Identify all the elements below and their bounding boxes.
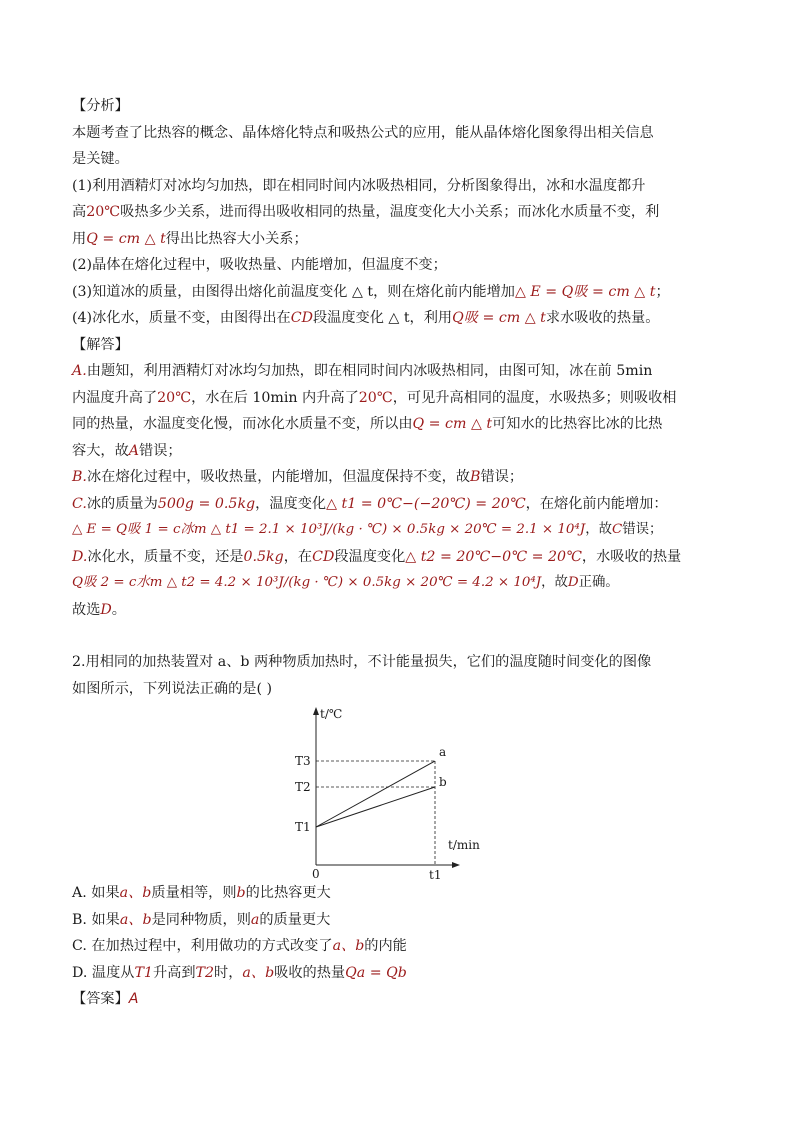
math-temp: 20℃ (86, 204, 121, 220)
math-formula: △ t1 = 0℃−(−20℃) = 20℃ (326, 495, 526, 512)
series-b-label: b (439, 775, 447, 789)
analysis-line: 本题考查了比热容的概念、晶体熔化特点和吸热公式的应用，能从晶体熔化图象得出相关信息 (72, 124, 654, 141)
time-t1-label: t1 (429, 868, 442, 882)
math-formula: Q吸 2 = c水m △ t2 = 4.2 × 10³J/(kg · ℃) × 0.5kg × 20℃ = 4.2 × 10⁴J (72, 575, 542, 590)
solution-line: 容大，故A错误； (72, 442, 182, 459)
answer-line: 【答案】A (72, 991, 139, 1007)
solution-line: Q吸 2 = c水m △ t2 = 4.2 × 10³J/(kg · ℃) × 0.5kg × 20℃ = 4.2 × 10⁴J，故D正确。 (72, 575, 619, 590)
option-d[interactable]: D. 温度从T1升高到T2时，a、b吸收的热量Qa = Qb (72, 964, 407, 981)
t2-label: T2 (295, 780, 311, 794)
question-text: 如图所示，下列说法正确的是( ) (72, 680, 273, 697)
analysis-line: (1)利用酒精灯对冰均匀加热，即在相同时间内冰吸热相同，分析图象得出，冰和水温度都升 (72, 177, 646, 194)
solution-line: 同的热量，水温度变化慢，而冰化水质量不变，所以由Q = cm △ t可知水的比热容比冰的比热 (72, 416, 663, 432)
analysis-heading: 【分析】 (72, 98, 129, 114)
math-formula: Q = cm △ t (412, 416, 493, 432)
option-a[interactable]: A. 如果a、b质量相等，则b的比热容更大 (72, 885, 331, 901)
solution-line: B.冰在熔化过程中，吸收热量，内能增加，但温度保持不变，故B错误； (72, 469, 524, 485)
line-a (316, 761, 435, 827)
analysis-line: 是关键。 (72, 151, 129, 167)
solution-line: A.由题知，利用酒精灯对冰均匀加热，即在相同时间内冰吸热相同，由图可知，冰在前 5min (72, 363, 653, 379)
answer-value: A (128, 991, 139, 1007)
math-formula: △ E = Q吸 = cm △ t (514, 283, 656, 300)
analysis-line: 用Q = cm △ t得出比热容大小关系； (72, 230, 308, 247)
origin-label: 0 (312, 867, 320, 881)
analysis-line: (4)冰化水，质量不变，由图得出在CD段温度变化 △ t，利用Q吸 = cm △ t求水吸收的热量。 (72, 310, 660, 326)
solution-line: D.冰化水，质量不变，还是0.5kg，在CD段温度变化△ t2 = 20℃−0℃ = 20℃，水吸收的热量 (72, 548, 682, 565)
document-page (72, 93, 732, 1013)
math-formula: Q = cm △ t (86, 230, 166, 247)
math-formula: △ t2 = 20℃−0℃ = 20℃ (405, 548, 582, 565)
y-axis-arrow (313, 707, 319, 715)
option-b[interactable]: B. 如果a、b是同种物质，则a的质量更大 (72, 911, 331, 928)
math-formula: Q吸 = cm △ t (452, 310, 546, 326)
question-text: 2.用相同的加热装置对 a、b 两种物质加热时，不计能量损失，它们的温度随时间变化的图像 (72, 654, 652, 670)
math-formula: △ E = Q吸 1 = c冰m △ t1 = 2.1 × 10³J/(kg · ℃) × 0.5kg × 20℃ = 2.1 × 10⁴J (72, 522, 586, 537)
solution-line: 内温度升高了20℃，水在后 10min 内升高了20℃，可见升高相同的温度，水吸热多；则吸收相 (72, 389, 677, 406)
solution-line: △ E = Q吸 1 = c冰m △ t1 = 2.1 × 10³J/(kg · ℃) × 0.5kg × 20℃ = 2.1 × 10⁴J，故C错误； (72, 522, 663, 537)
y-axis-label: t/℃ (320, 707, 343, 721)
t1-label: T1 (295, 820, 311, 834)
solution-line: C.冰的质量为500g = 0.5kg，温度变化△ t1 = 0℃−(−20℃) = 20℃，在熔化前内能增加： (72, 495, 668, 512)
solution-heading: 【解答】 (72, 336, 129, 353)
analysis-line: (3)知道冰的质量，由图得出熔化前温度变化 △ t，则在熔化前内能增加△ E = Q吸 = cm △ t； (72, 283, 670, 300)
option-c[interactable]: C. 在加热过程中，利用做功的方式改变了a、b的内能 (72, 938, 407, 954)
t3-label: T3 (295, 754, 311, 768)
solution-line: 故选D。 (72, 601, 126, 618)
x-axis-arrow (452, 862, 460, 868)
x-axis-label: t/min (448, 838, 480, 852)
temperature-time-graph (290, 705, 510, 880)
analysis-line: 高20℃吸热多少关系，进而得出吸收相同的热量，温度变化大小关系；而冰化水质量不变，利 (72, 204, 660, 220)
line-b (316, 787, 435, 827)
analysis-line: (2)晶体在熔化过程中，吸收热量、内能增加，但温度不变； (72, 257, 447, 273)
series-a-label: a (439, 745, 447, 759)
